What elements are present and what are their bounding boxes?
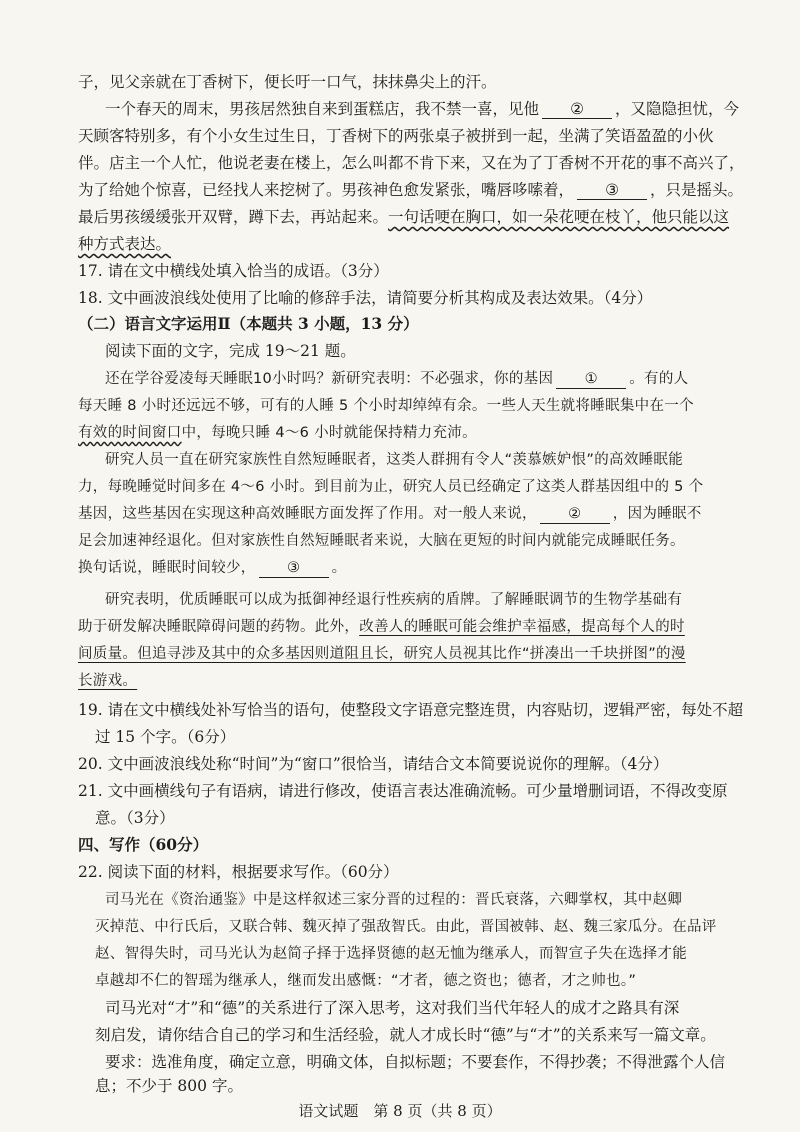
- wavy-underlined-text: 有效的时间窗口: [78, 425, 182, 441]
- passage2-line: 足会加速神经退化。但对家族性自然短睡眠者来说，大脑在更短的时间内就能完成睡眠任务。: [78, 533, 685, 549]
- passage2-line: 还在学谷爱凌每天睡眠10小时吗？新研究表明：不必强求，你的基因 ① 。有的人: [105, 371, 689, 387]
- passage2-line: 有效的时间窗口中，每晚只睡 4～6 小时就能保持精力充沛。: [78, 425, 477, 441]
- passage1-line: 子，见父亲就在丁香树下，便长吁一口气，抹抹鼻尖上的汗。: [78, 73, 497, 91]
- passage1-line: 伴。店主一个人忙，他说老妻在楼上，怎么叫都不肯下来，又在为了丁香树不开花的事不高兴了，: [78, 154, 745, 172]
- section-2-title: （二）语言文字运用Ⅱ（本题共 3 小题，13 分）: [78, 314, 419, 333]
- passage2-line: [78, 671, 137, 691]
- question-20: 20. 文中画波浪线处称“时间”为“窗口”很恰当，请结合文本简要说说你的理解。（4分）: [78, 755, 669, 773]
- passage2-line: 力，每晚睡觉时间多在 4～6 小时。到目前为止，研究人员已经确定了这类人群基因组中的 5 个: [78, 479, 704, 495]
- passage2-line: 助于研发解决睡眠障碍问题的药物。此外，改善人的睡眠可能会维护幸福感，提高每个人的时: [78, 619, 685, 635]
- question-22: 22. 阅读下面的材料，根据要求写作。（60分）: [78, 863, 399, 881]
- passage1-line: 最后男孩缓缓张开双臂，蹲下去，再站起来。一句话哽在胸口，如一朵花哽在枝丫，他只能以这: [78, 208, 730, 226]
- passage2-line: 研究表明，优质睡眠可以成为抵御神经退行性疾病的盾牌。了解睡眠调节的生物学基础有: [105, 592, 683, 608]
- question-18: 18. 文中画波浪线处使用了比喻的修辞手法，请简要分析其构成及表达效果。（4分）: [78, 289, 653, 307]
- underlined-sentence: 改善人的睡眠可能会维护幸福感，提高每个人的时: [359, 619, 685, 635]
- passage1-line: [78, 234, 171, 254]
- blank-3: ③: [577, 182, 647, 200]
- passage2-line: [78, 644, 686, 664]
- question-19-cont: 过 15 个字。（6分）: [95, 728, 236, 746]
- underlined-sentence: 间质量。但追寻涉及其中的众多基因则道阻且长，研究人员视其比作“拼凑出一千块拼图”的漫: [78, 646, 686, 662]
- question-19: 19. 请在文中横线处补写恰当的语句，使整段文字语意完整连贯，内容贴切，逻辑严密，每处不超: [78, 701, 744, 719]
- prompt-line: 息；不少于 800 字。: [95, 1077, 243, 1095]
- material-line: 司马光在《资治通鉴》中是这样叙述三家分晋的过程的：晋氏衰落，六卿掌权，其中赵卿: [105, 892, 683, 908]
- passage1-line: 为了给她个惊喜，已经找人来挖树了。男孩神色愈发紧张，嘴唇哆嗦着， ③ ，只是摇头。: [78, 181, 744, 199]
- passage2-line: 基因，这些基因在实现这种高效睡眠方面发挥了作用。对一般人来说， ② ，因为睡眠不: [78, 506, 702, 522]
- wavy-underlined-text: 一句话哽在胸口，如一朵花哽在枝丫，他只能以这: [388, 208, 730, 226]
- instruction: 阅读下面的文字，完成 19～21 题。: [105, 342, 356, 360]
- prompt-line: 要求：选准角度，确定立意，明确文体，自拟标题；不要套作，不得抄袭；不得泄露个人信: [105, 1053, 726, 1071]
- underlined-sentence: 长游戏。: [78, 673, 138, 689]
- wavy-underlined-text: 种方式表达。: [78, 235, 172, 253]
- question-21-cont: 意。（3分）: [95, 809, 175, 827]
- blank-3: ③: [259, 560, 329, 578]
- prompt-line: 司马光对“才”和“德”的关系进行了深入思考，这对我们当代年轻人的成才之路具有深: [105, 999, 680, 1017]
- blank-2: ②: [542, 101, 612, 119]
- passage2-line: 每天睡 8 小时还远远不够，可有的人睡 5 个小时却绰绰有余。一些人天生就将睡眠集中在一个: [78, 398, 694, 414]
- passage2-line: 研究人员一直在研究家族性自然短睡眠者，这类人群拥有令人“羡慕嫉妒恨”的高效睡眠能: [105, 452, 684, 468]
- material-line: 灭掉范、中行氏后，又联合韩、魏灭掉了强敌智氏。由此，晋国被韩、赵、魏三家瓜分。在品评: [95, 919, 717, 935]
- page-footer: 语文试题 第 8 页（共 8 页）: [298, 1102, 502, 1120]
- question-17: 17. 请在文中横线处填入恰当的成语。（3分）: [78, 262, 389, 280]
- blank-1: ①: [556, 371, 626, 389]
- section-4-title: 四、写作（60分）: [78, 835, 209, 854]
- passage2-line: 换句话说，睡眠时间较少， ③ 。: [78, 560, 347, 576]
- blank-2: ②: [540, 506, 610, 524]
- passage1-line: 一个春天的周末，男孩居然独自来到蛋糕店，我不禁一喜，见他 ② ，又隐隐担忧，今: [105, 100, 740, 118]
- passage1-line: 天顾客特别多，有个小女生过生日，丁香树下的两张桌子被拼到一起，坐满了笑语盈盈的小伙: [78, 127, 714, 145]
- material-line: 卓越却不仁的智瑶为继承人，继而发出感慨：“才者，德之资也；德者，才之帅也。”: [95, 973, 637, 989]
- question-21: 21. 文中画横线句子有语病，请进行修改，使语言表达准确流畅。可少量增删词语，不得改变原: [78, 782, 728, 800]
- prompt-line: 刻启发，请你结合自己的学习和生活经验，就人才成长时“德”与“才”的关系来写一篇文章。: [95, 1026, 716, 1044]
- material-line: 赵、智得失时，司马光认为赵简子择于选择贤德的赵无恤为继承人，而智宣子失在选择才能: [95, 946, 687, 962]
